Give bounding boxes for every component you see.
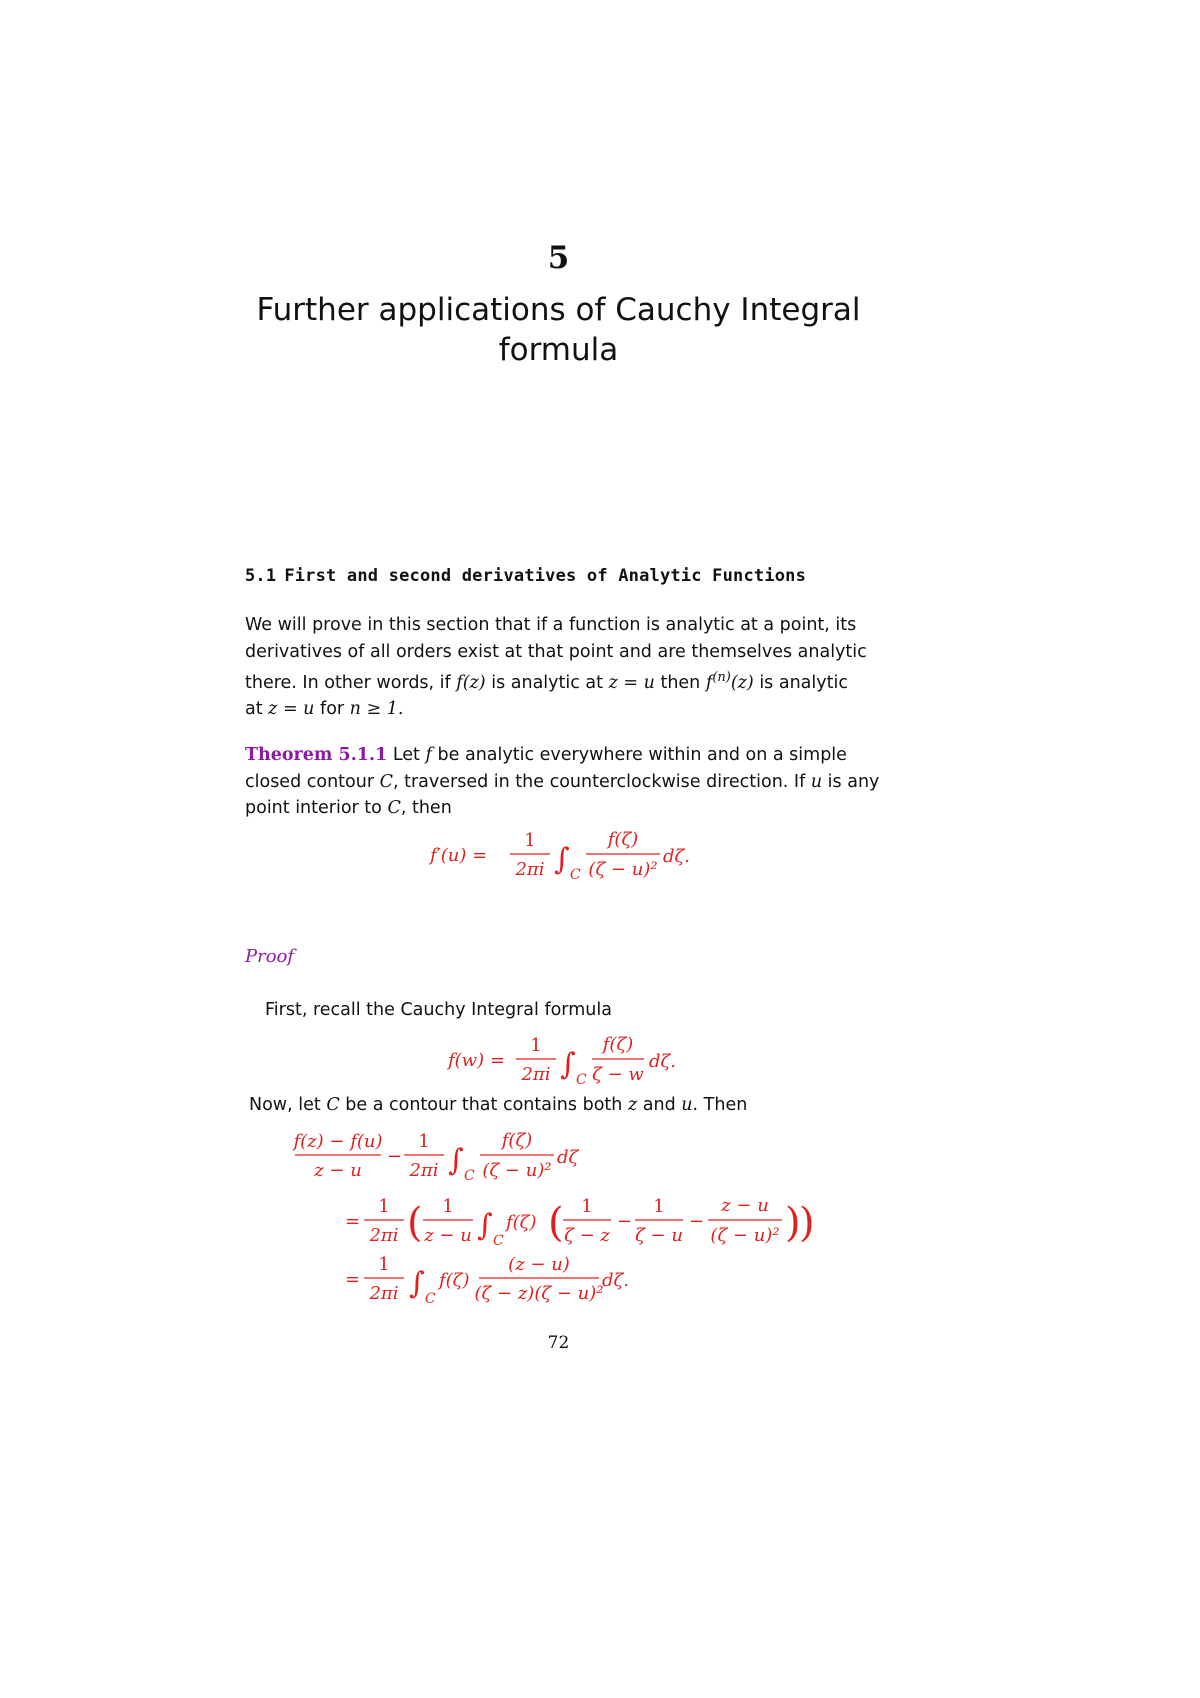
text: is any: [827, 771, 880, 792]
intro-line: We will prove in this section that if a function is analytic at a point, its: [245, 615, 857, 635]
section-number: 5.1: [245, 566, 277, 586]
eq-numerator: 1: [581, 1196, 593, 1217]
equation-cauchy: [448, 1030, 678, 1092]
operator: =: [345, 1269, 361, 1290]
eq-denominator: z − u: [314, 1160, 362, 1181]
math: u: [810, 771, 823, 792]
chapter-title-line2: formula: [498, 332, 619, 368]
left-paren: (: [407, 1200, 423, 1246]
eq-denominator: ζ − z: [564, 1225, 610, 1246]
text: at: [245, 699, 263, 720]
theorem-line: [245, 742, 890, 769]
eq-numerator: f(ζ): [607, 829, 639, 850]
eq-numerator: 1: [378, 1254, 390, 1275]
text: is analytic: [759, 672, 848, 693]
eq-denominator: 2πi: [515, 859, 545, 880]
text: and: [642, 1095, 676, 1115]
text: then: [660, 672, 701, 693]
right-paren: ): [785, 1200, 801, 1246]
right-paren: ): [799, 1200, 815, 1246]
eq-denominator: ζ − w: [592, 1064, 644, 1085]
eq-function: f(ζ): [439, 1270, 470, 1291]
eq-denominator: ζ − u: [635, 1225, 683, 1246]
eq-lhs: f′(u) =: [430, 845, 488, 866]
derivation-row-3: [345, 1254, 629, 1307]
integral-sign: ∫: [409, 1266, 425, 1301]
integral-subscript: C: [576, 1072, 587, 1088]
text: , traversed in the counterclockwise direction. If: [393, 771, 806, 792]
eq-numerator: 1: [442, 1196, 454, 1217]
intro-line: derivatives of all orders exist at that point and are themselves analytic: [245, 641, 867, 662]
eq-differential: dζ.: [663, 846, 690, 867]
eq-differential: dζ.: [602, 1270, 629, 1291]
proof-label: Proof: [245, 946, 295, 967]
text: Let: [392, 745, 420, 765]
operator: −: [387, 1146, 403, 1167]
eq-denominator: (ζ − z)(ζ − u)²: [474, 1283, 604, 1304]
integral-sign: ∫: [554, 842, 570, 877]
chapter-title: [0, 290, 1117, 370]
section-title-text: First and second derivatives of Analytic Functions: [284, 566, 807, 586]
math: C: [326, 1095, 340, 1115]
math: C: [387, 798, 401, 818]
math: f(z): [456, 672, 486, 693]
text: point interior to: [245, 798, 382, 818]
math-superscript: (n): [712, 670, 731, 685]
eq-denominator: z − u: [424, 1225, 472, 1246]
eq-differential: dζ: [557, 1147, 579, 1168]
text: Now, let: [249, 1095, 321, 1115]
math: n ≥ 1.: [349, 699, 404, 720]
eq-numerator: f(ζ): [501, 1130, 533, 1151]
intro-line: [245, 665, 890, 696]
eq-denominator: (ζ − u)²: [482, 1160, 552, 1181]
derivation-row-1: [291, 1130, 579, 1184]
eq-numerator: 1: [378, 1196, 390, 1217]
integral-subscript: C: [425, 1291, 436, 1307]
operator: =: [345, 1211, 361, 1232]
math: f: [705, 672, 713, 693]
theorem-line: [245, 769, 890, 796]
eq-denominator: 2πi: [409, 1160, 439, 1181]
math: z: [627, 1095, 638, 1115]
eq-numerator: 1: [530, 1035, 542, 1056]
eq-denominator: (ζ − u)²: [710, 1225, 780, 1246]
math: C: [379, 771, 393, 792]
text: is analytic at: [491, 672, 604, 693]
text: be analytic everywhere within and on a simple: [437, 745, 847, 765]
derivation-row-2: [345, 1195, 815, 1249]
eq-denominator: (ζ − u)²: [588, 859, 658, 880]
theorem-line: [245, 795, 890, 822]
eq-denominator: 2πi: [369, 1283, 399, 1304]
eq-function: f(ζ): [506, 1212, 537, 1233]
intro-paragraph: [245, 612, 890, 723]
eq-numerator: z − u: [721, 1195, 769, 1216]
chapter-number: 5: [547, 240, 570, 276]
math: z = u: [268, 699, 315, 720]
eq-numerator: f(z) − f(u): [293, 1131, 383, 1152]
integral-sign: ∫: [448, 1143, 464, 1178]
text: be a contour that contains both: [345, 1095, 623, 1115]
eq-numerator: f(ζ): [602, 1034, 634, 1055]
text: closed contour: [245, 771, 375, 792]
theorem-block: [245, 742, 890, 822]
text: there. In other words, if: [245, 672, 451, 693]
text: , then: [400, 798, 452, 818]
section-title: [245, 566, 806, 586]
integral-subscript: C: [570, 867, 581, 883]
now-let-text: [249, 1095, 747, 1115]
math: z = u: [608, 672, 655, 693]
eq-denominator: 2πi: [521, 1064, 551, 1085]
equation-derivation: [295, 1130, 835, 1310]
text: for: [320, 699, 345, 720]
operator: −: [617, 1211, 633, 1232]
chapter-title-line1: Further applications of Cauchy Integral: [256, 292, 861, 328]
integral-subscript: C: [464, 1168, 475, 1184]
page-number: 72: [547, 1333, 570, 1353]
integral-sign: ∫: [560, 1047, 576, 1082]
math: u: [681, 1095, 693, 1115]
math: f: [425, 745, 432, 765]
eq-lhs: f(w) =: [448, 1050, 505, 1071]
eq-numerator: 1: [418, 1131, 430, 1152]
eq-numerator: 1: [524, 830, 536, 851]
recall-text: First, recall the Cauchy Integral formula: [265, 1000, 612, 1020]
eq-denominator: 2πi: [369, 1225, 399, 1246]
integral-subscript: C: [493, 1233, 504, 1249]
operator: −: [689, 1211, 705, 1232]
math: (z): [730, 672, 754, 693]
equation-derivative: [430, 825, 700, 887]
text: . Then: [692, 1095, 748, 1115]
theorem-label: Theorem 5.1.1: [245, 745, 388, 765]
eq-numerator: (z − u): [508, 1254, 570, 1275]
left-paren: (: [548, 1200, 564, 1246]
eq-differential: dζ.: [649, 1051, 676, 1072]
eq-numerator: 1: [653, 1196, 665, 1217]
integral-sign: ∫: [477, 1208, 493, 1243]
intro-line: [245, 696, 890, 723]
